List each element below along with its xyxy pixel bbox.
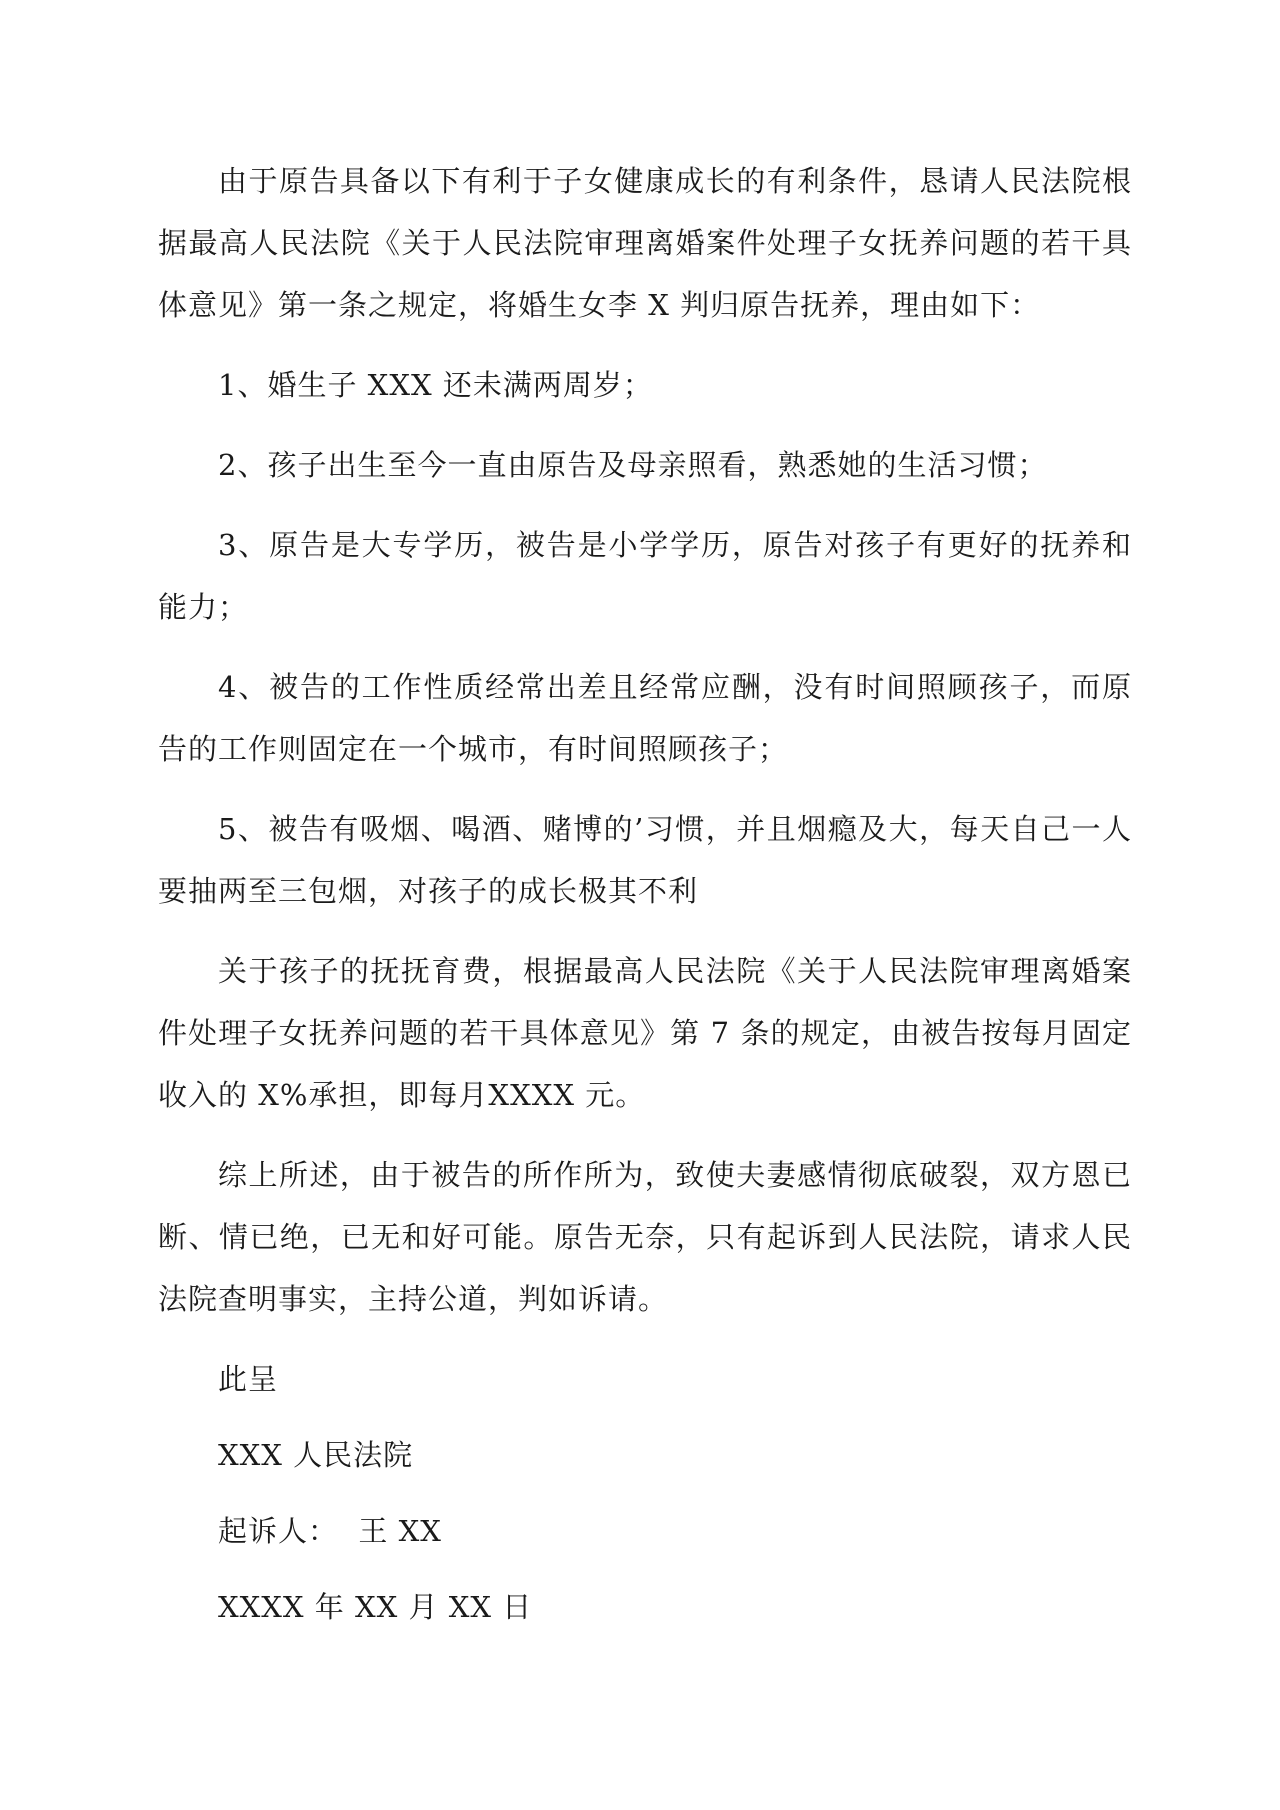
paragraph-reason-3: 3、原告是大专学历，被告是小学学历，原告对孩子有更好的抚养和能力； (158, 528, 1132, 624)
court-name: XXX 人民法院 (218, 1438, 414, 1472)
paragraph-reason-5: 5、被告有吸烟、喝酒、赌博的’习惯，并且烟瘾及大，每天自己一人要抽两至三包烟，对孩子的成长极其不利 (158, 812, 1132, 908)
plaintiff-signature: 起诉人： 王 XX (218, 1514, 442, 1548)
paragraph-child-support: 关于孩子的抚抚育费，根据最高人民法院《关于人民法院审理离婚案件处理子女抚养问题的若干具体意见》第 7 条的规定，由被告按每月固定收入的 X%承担，即每月XXXX 元。 (158, 954, 1132, 1112)
paragraph-reason-4: 4、被告的工作性质经常出差且经常应酬，没有时间照顾孩子，而原告的工作则固定在一个城市，有时间照顾孩子； (158, 670, 1132, 766)
closing-phrase: 此呈 (218, 1362, 279, 1396)
document-body (158, 150, 1132, 1652)
paragraph-reason-1: 1、婚生子 XXX 还未满两周岁； (218, 368, 653, 402)
paragraph-conclusion: 综上所述，由于被告的所作所为，致使夫妻感情彻底破裂，双方恩已断、情已绝，已无和好可能。原告无奈，只有起诉到人民法院，请求人民法院查明事实，主持公道，判如诉请。 (158, 1158, 1132, 1316)
paragraph-reason-2: 2、孩子出生至今一直由原告及母亲照看，熟悉她的生活习惯； (218, 448, 1048, 482)
document-date: XXXX 年 XX 月 XX 日 (218, 1590, 533, 1624)
paragraph-custody-request: 由于原告具备以下有利于子女健康成长的有利条件，恳请人民法院根据最高人民法院《关于人民法院审理离婚案件处理子女抚养问题的若干具体意见》第一条之规定，将婚生女李 X 判归原告抚养，理由如下： (158, 164, 1132, 322)
